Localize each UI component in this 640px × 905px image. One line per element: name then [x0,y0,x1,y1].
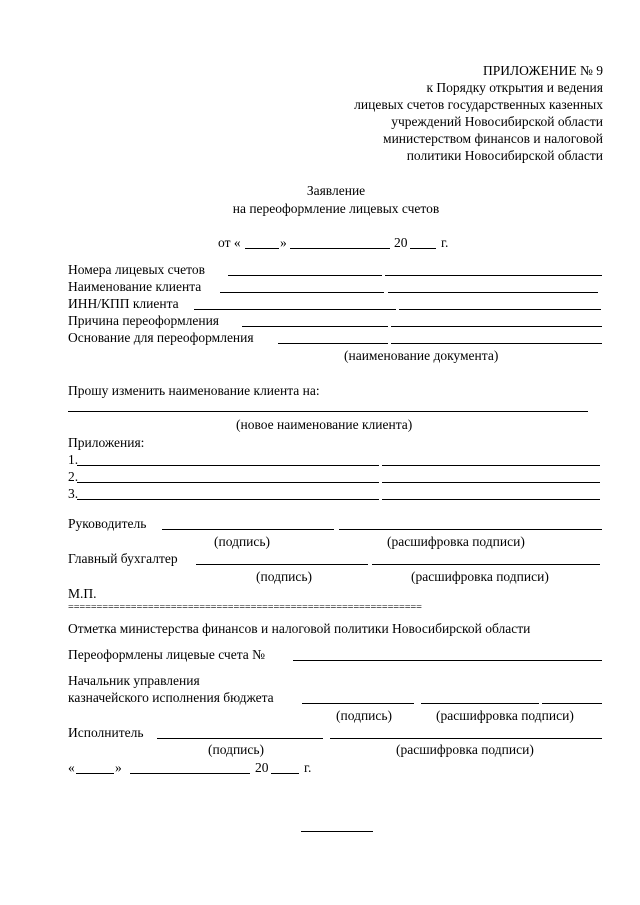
chief-department-decoding-field-a[interactable] [421,703,539,704]
appendix-number: ПРИЛОЖЕНИЕ № 9 [482,63,603,78]
request-text: Прошу изменить наименование клиента на: [68,383,320,398]
chief-accountant-signature-field[interactable] [196,564,368,565]
header-line-4: учреждений Новосибирской области [391,114,603,129]
attachment-number-3: 3. [68,486,79,501]
chief-accountant-label: Главный бухгалтер [68,551,178,566]
chief-accountant-decoding-field[interactable] [372,564,600,565]
reason-label: Причина переоформления [68,313,220,328]
reason-field-a[interactable] [242,326,388,327]
chief-department-line1: Начальник управления [68,673,200,688]
basis-caption: (наименование документа) [344,348,499,363]
attachments-label: Приложения: [68,435,145,450]
head-signature-field[interactable] [162,529,334,530]
inn-kpp-field-b[interactable] [399,309,601,310]
executor-label: Исполнитель [68,725,144,740]
date-month-blank[interactable] [290,248,390,249]
attachment-3-field-b[interactable] [382,499,600,500]
head-decoding-field[interactable] [339,529,602,530]
executor-signature-field[interactable] [157,738,323,739]
executor-signature-caption: (подпись) [208,742,265,757]
separator-line: ============================================================== [68,602,422,613]
date-day-blank[interactable] [245,248,279,249]
head-decoding-caption: (расшифровка подписи) [387,534,525,549]
chief-department-line2: казначейского исполнения бюджета [68,690,274,705]
ministry-date-day-blank[interactable] [76,773,114,774]
client-name-field-a[interactable] [220,292,384,293]
executor-decoding-caption: (расшифровка подписи) [396,742,534,757]
inn-kpp-label: ИНН/КПП клиента [68,296,179,311]
accounts-field-b[interactable] [385,275,602,276]
chief-accountant-decoding-caption: (расшифровка подписи) [411,569,549,584]
attachment-2-field-a[interactable] [77,482,379,483]
attachment-1-field-a[interactable] [77,465,379,466]
attachment-2-field-b[interactable] [382,482,600,483]
end-of-document-line [301,831,373,832]
new-client-name-caption: (новое наименование клиента) [236,417,413,432]
chief-department-decoding-caption: (расшифровка подписи) [436,708,574,723]
date-prefix: от « [218,235,241,250]
attachment-1-field-b[interactable] [382,465,600,466]
chief-department-signature-field[interactable] [302,703,414,704]
ministry-date-year-blank[interactable] [271,773,299,774]
date-year-prefix: 20 [394,235,408,250]
reissued-accounts-field[interactable] [293,660,602,661]
attachment-number-2: 2. [68,469,79,484]
chief-accountant-signature-caption: (подпись) [256,569,313,584]
basis-field-b[interactable] [391,343,602,344]
ministry-date-year-prefix: 20 [255,760,269,775]
client-name-field-b[interactable] [388,292,598,293]
header-line-5: министерством финансов и налоговой [383,131,603,146]
new-client-name-field[interactable] [68,411,588,412]
executor-decoding-field[interactable] [330,738,602,739]
document-title: Заявление [306,183,366,198]
ministry-date-month-blank[interactable] [130,773,250,774]
date-quote-close: » [280,235,287,250]
accounts-field-a[interactable] [228,275,382,276]
reissued-accounts-label: Переоформлены лицевые счета № [68,647,266,662]
stamp-label: М.П. [68,586,97,601]
chief-department-signature-caption: (подпись) [336,708,393,723]
basis-field-a[interactable] [278,343,388,344]
ministry-mark: Отметка министерства финансов и налоговой политики Новосибирской области [68,621,531,636]
ministry-date-year-suffix: г. [304,760,312,775]
ministry-date-open: « [68,760,75,775]
date-year-suffix: г. [441,235,449,250]
basis-label: Основание для переоформления [68,330,254,345]
header-line-6: политики Новосибирской области [406,148,603,163]
reason-field-b[interactable] [391,326,602,327]
attachment-number-1: 1. [68,452,79,467]
inn-kpp-field-a[interactable] [194,309,396,310]
document-subtitle: на переоформление лицевых счетов [232,201,440,216]
accounts-label: Номера лицевых счетов [68,262,205,277]
header-line-2: к Порядку открытия и ведения [426,80,603,95]
header-line-3: лицевых счетов государственных казенных [354,97,603,112]
ministry-date-close: » [115,760,122,775]
date-year-blank[interactable] [410,248,436,249]
chief-department-decoding-field-b[interactable] [542,703,602,704]
attachment-3-field-a[interactable] [77,499,379,500]
head-signature-caption: (подпись) [214,534,271,549]
client-name-label: Наименование клиента [68,279,202,294]
head-label: Руководитель [68,516,147,531]
